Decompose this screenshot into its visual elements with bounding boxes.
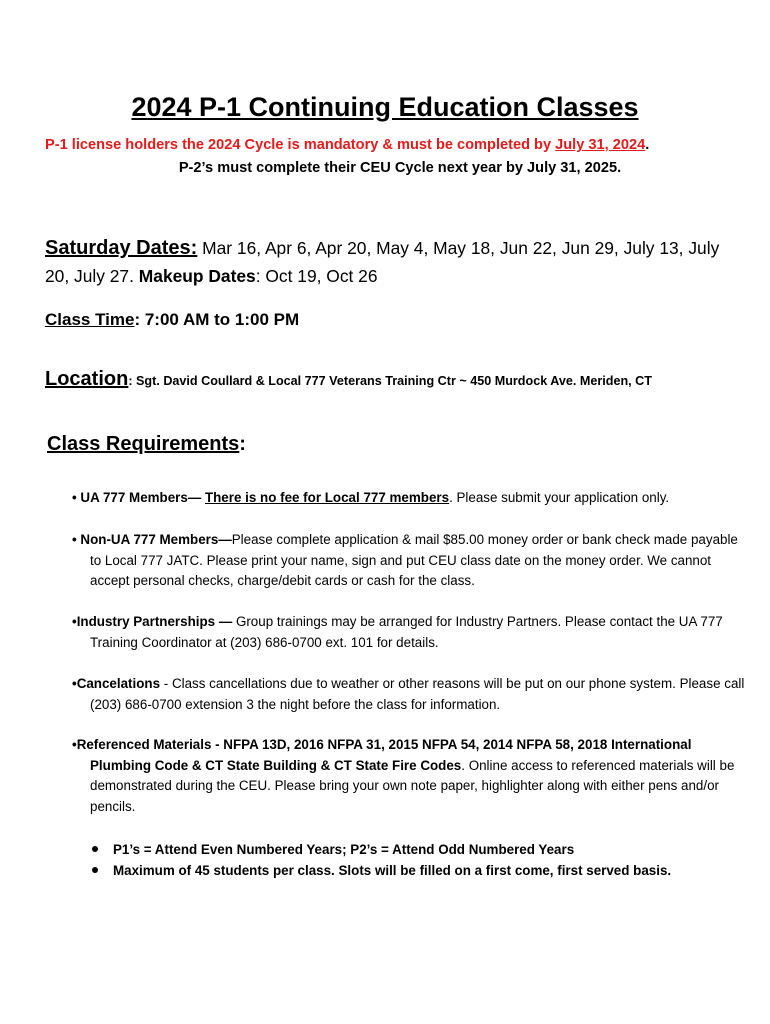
makeup-dates-list: : Oct 19, Oct 26 bbox=[255, 266, 378, 286]
requirement-lead: •Industry Partnerships — bbox=[72, 614, 236, 629]
bullet-text: P1’s = Attend Even Numbered Years; P2’s = Attend Odd Numbered Years bbox=[113, 842, 575, 857]
requirement-lead: • UA 777 Members— bbox=[72, 490, 205, 505]
requirement-referenced-materials bbox=[72, 735, 745, 817]
list-item bbox=[92, 860, 752, 881]
requirement-ua-members bbox=[72, 488, 745, 509]
p1-notice-period: . bbox=[645, 137, 650, 153]
bullet-icon bbox=[92, 846, 98, 852]
requirement-text: - Class cancellations due to weather or other reasons will be put on our phone system. Please call (203) 686-0700 extension 3 the night before the class for information. bbox=[90, 676, 745, 712]
requirement-text: . Online access to referenced materials will be demonstrated during the CEU. Please bring your own note paper, highlighter along with either pens and/or pencils. bbox=[90, 757, 735, 814]
saturday-dates-heading: Saturday Dates: bbox=[45, 237, 198, 259]
requirement-industry-partnerships bbox=[72, 612, 745, 653]
p2-deadline-notice: P-2’s must complete their CEU Cycle next year by July 31, 2025. bbox=[178, 160, 622, 176]
attendance-bullet-list bbox=[92, 839, 752, 881]
requirement-text: Group trainings may be arranged for Industry Partners. Please contact the UA 777 Training Coordinator at (203) 686-0700 ext. 101 for details. bbox=[90, 614, 723, 650]
bullet-icon bbox=[92, 867, 98, 873]
saturday-dates-list: Mar 16, Apr 6, Apr 20, May 4, May 18, Jun 22, Jun 29, July 13, July 20, July 27. bbox=[45, 238, 720, 286]
p1-deadline-date: July 31, 2024 bbox=[555, 137, 646, 153]
location-label: Location bbox=[45, 368, 129, 390]
p1-deadline-notice bbox=[45, 137, 745, 153]
makeup-dates-label: Makeup Dates bbox=[138, 266, 256, 286]
requirement-text: . Please submit your application only. bbox=[449, 490, 670, 505]
class-time-value: : 7:00 AM to 1:00 PM bbox=[134, 310, 300, 329]
class-time-section bbox=[45, 310, 299, 330]
bullet-text: Maximum of 45 students per class. Slots will be filled on a first come, first served basis. bbox=[113, 863, 672, 878]
requirement-non-ua-members bbox=[72, 530, 745, 592]
requirement-lead: •Referenced Materials - NFPA 13D, 2016 NFPA 31, 2015 NFPA 54, 2014 NFPA 58, 2018 International Plumbing Code & CT State Building & CT State Fire Codes bbox=[72, 737, 692, 773]
class-requirements-heading bbox=[47, 433, 246, 456]
saturday-dates-section bbox=[45, 234, 735, 290]
requirement-text: Please complete application & mail $85.00 money order or bank check made payable to Local 777 JATC. Please print your name, sign and put CEU class date on the money order. We cannot accept personal checks, charge/debit cards or cash for the class. bbox=[90, 532, 738, 588]
requirement-cancelations bbox=[72, 674, 745, 715]
page-title: 2024 P-1 Continuing Education Classes bbox=[131, 92, 639, 122]
p1-notice-text: P-1 license holders the 2024 Cycle is mandatory & must be completed by bbox=[45, 137, 556, 153]
list-item bbox=[92, 839, 752, 860]
location-section bbox=[45, 368, 745, 391]
requirement-lead: •Cancelations bbox=[72, 676, 161, 691]
location-value: : Sgt. David Coullard & Local 777 Veterans Training Ctr ~ 450 Murdock Ave. Meriden, CT bbox=[128, 374, 652, 388]
class-requirements-colon: : bbox=[239, 433, 246, 455]
no-fee-note: There is no fee for Local 777 members bbox=[204, 490, 450, 505]
class-requirements-label: Class Requirements bbox=[47, 433, 240, 455]
requirement-lead: • Non-UA 777 Members— bbox=[72, 532, 232, 547]
class-time-label: Class Time bbox=[45, 310, 135, 329]
